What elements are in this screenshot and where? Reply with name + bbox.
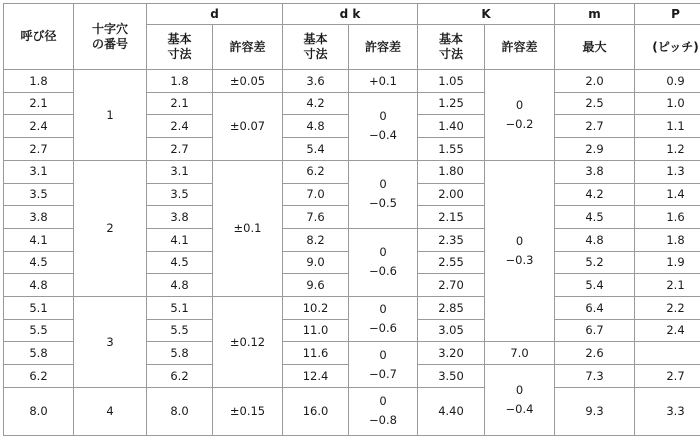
cell-p-pitch: 1.1 — [635, 115, 700, 138]
tol-lower: −0.5 — [369, 196, 397, 211]
cell-nominal: 2.4 — [4, 115, 74, 138]
header-p-pitch: (ピッチ) — [635, 25, 700, 70]
cell-p-pitch: 2.7 — [635, 365, 700, 388]
header-basic-line2: 寸法 — [167, 47, 192, 61]
cell-dk-tolerance — [349, 160, 418, 228]
tol-upper: 0 — [515, 383, 524, 398]
tol-upper: 0 — [379, 394, 387, 409]
cell-dk-basic: 16.0 — [283, 387, 349, 435]
cell-dk-basic: 9.0 — [283, 251, 349, 274]
cell-d-tolerance: ±0.05 — [213, 70, 283, 93]
tol-lower: −0.4 — [505, 402, 534, 417]
cell-m-max: 6.4 — [555, 297, 635, 320]
cell-nominal: 1.8 — [4, 70, 74, 93]
cell-nominal: 4.5 — [4, 251, 74, 274]
cell-m-max: 7.0 — [485, 342, 555, 365]
cell-k-basic: 2.70 — [418, 274, 485, 297]
cell-k-basic: 2.15 — [418, 206, 485, 229]
tol-lower: −0.6 — [369, 264, 397, 279]
header-d-basic — [147, 25, 213, 70]
cell-p-pitch: 3.3 — [635, 387, 700, 435]
cell-d-tolerance: ±0.1 — [213, 160, 283, 296]
cell-dk-basic: 11.0 — [283, 319, 349, 342]
tol-lower: −0.8 — [369, 413, 397, 428]
cell-m-max: 3.8 — [555, 160, 635, 183]
cell-dk-basic: 12.4 — [283, 365, 349, 388]
cell-k-tolerance — [485, 365, 555, 436]
header-basic-line2: 寸法 — [303, 47, 328, 61]
cell-m-max: 2.7 — [555, 115, 635, 138]
cell-m-max: 5.4 — [555, 274, 635, 297]
cell-m-max: 7.3 — [555, 365, 635, 388]
cell-cross-number: 2 — [74, 160, 147, 296]
cell-d-tolerance: ±0.12 — [213, 297, 283, 388]
cell-dk-basic: 4.8 — [283, 115, 349, 138]
header-cross-number — [74, 4, 147, 70]
cell-k-basic: 1.25 — [418, 92, 485, 115]
header-d-tolerance: 許容差 — [213, 25, 283, 70]
cell-dk-tolerance — [349, 228, 418, 296]
cell-d-basic: 2.7 — [147, 138, 213, 161]
table-row — [4, 387, 700, 435]
cell-m-max: 5.2 — [555, 251, 635, 274]
cell-k-basic: 4.40 — [418, 387, 485, 435]
tol-upper: 0 — [379, 177, 387, 192]
cell-dk-basic: 3.6 — [283, 70, 349, 93]
cell-d-basic: 2.4 — [147, 115, 213, 138]
cell-dk-basic: 10.2 — [283, 297, 349, 320]
cell-d-basic: 2.1 — [147, 92, 213, 115]
cell-p-pitch: 1.2 — [635, 138, 700, 161]
cell-cross-number: 3 — [74, 297, 147, 388]
tol-upper: 0 — [515, 97, 524, 112]
cell-m-max: 4.5 — [555, 206, 635, 229]
table-row — [4, 297, 700, 320]
header-dk: d k — [283, 4, 418, 25]
header-cross-number-line2: の番号 — [91, 36, 128, 51]
header-dk-basic — [283, 25, 349, 70]
cell-k-basic: 3.05 — [418, 319, 485, 342]
cell-d-basic: 4.8 — [147, 274, 213, 297]
cell-k-tolerance — [485, 70, 555, 161]
table-row — [4, 160, 700, 183]
cell-dk-tolerance — [349, 342, 418, 387]
cell-d-basic: 8.0 — [147, 387, 213, 435]
cell-dk-basic: 8.2 — [283, 228, 349, 251]
cell-dk-basic: 7.0 — [283, 183, 349, 206]
cell-p-pitch: 2.2 — [635, 297, 700, 320]
cell-k-basic: 3.50 — [418, 365, 485, 388]
cell-nominal: 3.5 — [4, 183, 74, 206]
cell-d-basic: 3.1 — [147, 160, 213, 183]
cell-nominal: 8.0 — [4, 387, 74, 435]
cell-dk-basic: 4.2 — [283, 92, 349, 115]
header-basic-line2: 寸法 — [438, 47, 463, 61]
header-basic-line1: 基本 — [438, 32, 463, 46]
cell-nominal: 2.1 — [4, 92, 74, 115]
header-dk-tolerance: 許容差 — [349, 25, 418, 70]
cell-k-basic: 1.05 — [418, 70, 485, 93]
cell-d-basic: 6.2 — [147, 365, 213, 388]
cell-dk-basic: 11.6 — [283, 342, 349, 365]
cell-d-basic: 5.8 — [147, 342, 213, 365]
cell-d-tolerance: ±0.07 — [213, 92, 283, 160]
cell-k-basic: 2.00 — [418, 183, 485, 206]
tol-lower: −0.6 — [369, 321, 397, 336]
cell-dk-tolerance — [349, 387, 418, 435]
cell-nominal: 6.2 — [4, 365, 74, 388]
cell-dk-basic: 5.4 — [283, 138, 349, 161]
cell-k-basic: 1.80 — [418, 160, 485, 183]
header-k-tolerance: 許容差 — [485, 25, 555, 70]
cell-dk-basic: 9.6 — [283, 274, 349, 297]
tol-lower: −0.4 — [369, 128, 397, 143]
cell-k-basic: 1.40 — [418, 115, 485, 138]
cell-k-basic: 2.55 — [418, 251, 485, 274]
cell-dk-basic: 7.6 — [283, 206, 349, 229]
header-basic-line1: 基本 — [303, 32, 328, 46]
cell-p-pitch: 1.9 — [635, 251, 700, 274]
header-k-basic — [418, 25, 485, 70]
cell-m-max: 4.8 — [555, 228, 635, 251]
cell-dk-tolerance: +0.1 — [349, 70, 418, 93]
cell-d-basic: 3.8 — [147, 206, 213, 229]
cell-m-max: 9.3 — [555, 387, 635, 435]
cell-m-max: 4.2 — [555, 183, 635, 206]
cell-p-pitch: 2.4 — [635, 319, 700, 342]
table-row — [4, 70, 700, 93]
cell-k-basic: 2.35 — [418, 228, 485, 251]
cell-nominal: 5.1 — [4, 297, 74, 320]
cell-d-basic: 4.5 — [147, 251, 213, 274]
cell-m-max: 2.5 — [555, 92, 635, 115]
cell-k-basic: 3.20 — [418, 342, 485, 365]
cell-cross-number: 4 — [74, 387, 147, 435]
cell-nominal: 4.8 — [4, 274, 74, 297]
tol-lower: −0.2 — [505, 116, 534, 131]
cell-d-basic: 3.5 — [147, 183, 213, 206]
tol-lower: −0.7 — [369, 366, 397, 381]
cell-p-pitch: 1.3 — [635, 160, 700, 183]
header-m-max: 最大 — [555, 25, 635, 70]
cell-d-tolerance: ±0.15 — [213, 387, 283, 435]
cell-p-pitch: 0.9 — [635, 70, 700, 93]
tol-upper: 0 — [379, 302, 387, 317]
cell-p-pitch: 1.0 — [635, 92, 700, 115]
cell-p-pitch: 2.6 — [555, 342, 635, 365]
cell-p-pitch: 1.4 — [635, 183, 700, 206]
cell-p-pitch: 1.8 — [635, 228, 700, 251]
tol-upper: 0 — [379, 347, 387, 362]
cell-k-basic: 1.55 — [418, 138, 485, 161]
spec-table-container — [3, 3, 699, 436]
cell-nominal: 5.5 — [4, 319, 74, 342]
cell-k-tolerance — [485, 160, 555, 342]
header-nominal: 呼び径 — [4, 4, 74, 70]
cell-k-basic: 2.85 — [418, 297, 485, 320]
header-cross-number-line1: 十字穴 — [91, 21, 128, 36]
header-d: d — [147, 4, 283, 25]
tol-upper: 0 — [379, 245, 387, 260]
cell-dk-basic: 6.2 — [283, 160, 349, 183]
cell-m-max: 2.0 — [555, 70, 635, 93]
cell-cross-number: 1 — [74, 70, 147, 161]
cell-d-basic: 1.8 — [147, 70, 213, 93]
header-m: m — [555, 4, 635, 25]
cell-d-basic: 4.1 — [147, 228, 213, 251]
cell-p-pitch: 1.6 — [635, 206, 700, 229]
screw-spec-table — [3, 3, 700, 436]
cell-p-pitch: 2.1 — [635, 274, 700, 297]
cell-d-basic: 5.1 — [147, 297, 213, 320]
cell-dk-tolerance — [349, 297, 418, 342]
tol-upper: 0 — [379, 109, 387, 124]
tol-lower: −0.3 — [505, 253, 534, 268]
table-body — [4, 70, 700, 436]
cell-nominal: 2.7 — [4, 138, 74, 161]
cell-m-max: 6.7 — [555, 319, 635, 342]
cell-nominal: 5.8 — [4, 342, 74, 365]
cell-nominal: 4.1 — [4, 228, 74, 251]
header-k: K — [418, 4, 555, 25]
cell-d-basic: 5.5 — [147, 319, 213, 342]
tol-upper: 0 — [515, 234, 524, 249]
header-p: P — [635, 4, 700, 25]
cell-nominal: 3.1 — [4, 160, 74, 183]
cell-dk-tolerance — [349, 92, 418, 160]
cell-m-max: 2.9 — [555, 138, 635, 161]
header-basic-line1: 基本 — [167, 32, 192, 46]
cell-nominal: 3.8 — [4, 206, 74, 229]
